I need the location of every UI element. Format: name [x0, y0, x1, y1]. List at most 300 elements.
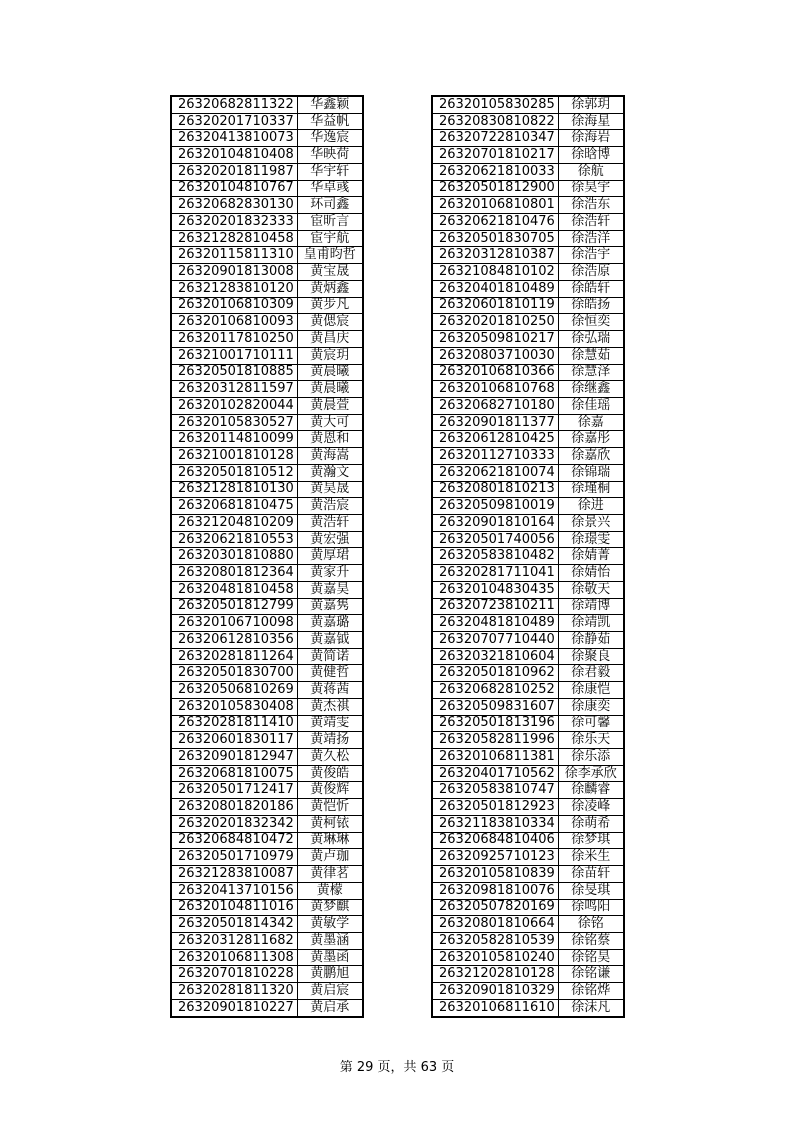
candidate-id-cell: 26321282810458: [171, 230, 297, 247]
candidate-name-cell: 徐嘉彤: [558, 431, 624, 448]
candidate-name-cell: 黄恩和: [297, 431, 363, 448]
table-row: [432, 749, 624, 766]
candidate-name-cell: 宦昕言: [297, 214, 363, 231]
candidate-id-cell: 26320681810475: [171, 498, 297, 515]
table-row: [432, 197, 624, 214]
table-row: [432, 481, 624, 498]
candidate-id-cell: 26320684810472: [171, 832, 297, 849]
candidate-name-cell: 黄浩宸: [297, 498, 363, 515]
candidate-name-cell: 宦宇航: [297, 230, 363, 247]
candidate-name-cell: 华逸宸: [297, 130, 363, 147]
table-row: [432, 381, 624, 398]
candidate-id-cell: 26320582811996: [432, 732, 558, 749]
candidate-id-cell: 26320501810512: [171, 464, 297, 481]
table-row: [432, 615, 624, 632]
candidate-id-cell: 26320112710333: [432, 448, 558, 465]
table-row: [171, 397, 363, 414]
candidate-id-cell: 26320106810309: [171, 297, 297, 314]
candidate-id-cell: 26320803710030: [432, 347, 558, 364]
table-row: [171, 163, 363, 180]
candidate-id-cell: 26320901810227: [171, 999, 297, 1016]
table-row: [171, 849, 363, 866]
table-row: [171, 130, 363, 147]
candidate-id-cell: 26320312811682: [171, 932, 297, 949]
candidate-id-cell: 26320114810099: [171, 431, 297, 448]
candidate-name-cell: 黄蒋茜: [297, 682, 363, 699]
candidate-name-cell: 徐婧菁: [558, 548, 624, 565]
candidate-name-cell: 徐铭蔡: [558, 932, 624, 949]
table-row: [171, 565, 363, 582]
candidate-id-cell: 26320682811322: [171, 96, 297, 113]
candidate-id-cell: 26320413710156: [171, 882, 297, 899]
candidate-name-cell: 徐皓轩: [558, 280, 624, 297]
table-row: [432, 264, 624, 281]
candidate-id-cell: 26321204810209: [171, 514, 297, 531]
candidate-name-cell: 黄墨涵: [297, 932, 363, 949]
candidate-id-cell: 26320509831607: [432, 698, 558, 715]
candidate-name-cell: 黄嘉璐: [297, 615, 363, 632]
table-row: [432, 916, 624, 933]
table-row: [432, 899, 624, 916]
candidate-name-cell: 徐浩洋: [558, 230, 624, 247]
candidate-name-cell: 皇甫昀哲: [297, 247, 363, 264]
table-row: [171, 765, 363, 782]
table-row: [171, 180, 363, 197]
candidate-id-cell: 26320104830435: [432, 581, 558, 598]
candidate-id-cell: 26320501830705: [432, 230, 558, 247]
table-row: [171, 615, 363, 632]
candidate-name-cell: 黄健哲: [297, 665, 363, 682]
candidate-name-cell: 徐米生: [558, 849, 624, 866]
table-row: [171, 983, 363, 1000]
table-row: [171, 632, 363, 649]
table-row: [432, 966, 624, 983]
candidate-name-cell: 徐锦瑞: [558, 464, 624, 481]
table-row: [432, 464, 624, 481]
candidate-name-cell: 黄檬: [297, 882, 363, 899]
candidate-name-cell: 环司鑫: [297, 197, 363, 214]
table-row: [432, 815, 624, 832]
candidate-name-cell: 徐凌峰: [558, 799, 624, 816]
table-row: [171, 999, 363, 1016]
candidate-name-cell: 黄俊皓: [297, 765, 363, 782]
candidate-id-cell: 26320801810213: [432, 481, 558, 498]
candidate-id-cell: 26320201811987: [171, 163, 297, 180]
table-row: [432, 715, 624, 732]
candidate-name-cell: 黄晨萱: [297, 397, 363, 414]
table-row: [432, 431, 624, 448]
candidate-name-cell: 徐静茹: [558, 632, 624, 649]
candidate-id-cell: 26320501812923: [432, 799, 558, 816]
table-row: [171, 414, 363, 431]
candidate-name-cell: 黄琳琳: [297, 832, 363, 849]
candidate-name-cell: 徐铭烨: [558, 983, 624, 1000]
candidate-id-cell: 26320601810119: [432, 297, 558, 314]
candidate-id-cell: 26320501812799: [171, 598, 297, 615]
roster-table-right: [431, 95, 625, 1018]
table-row: [171, 698, 363, 715]
table-row: [432, 866, 624, 883]
candidate-id-cell: 26320106811610: [432, 999, 558, 1016]
candidate-name-cell: 徐可馨: [558, 715, 624, 732]
candidate-id-cell: 26320401810489: [432, 280, 558, 297]
candidate-name-cell: 徐郭玥: [558, 96, 624, 113]
candidate-name-cell: 黄杰祺: [297, 698, 363, 715]
candidate-id-cell: 26320801820186: [171, 799, 297, 816]
candidate-id-cell: 26320621810553: [171, 531, 297, 548]
table-row: [171, 498, 363, 515]
table-row: [432, 732, 624, 749]
table-row: [432, 983, 624, 1000]
candidate-id-cell: 26320106810768: [432, 381, 558, 398]
candidate-name-cell: 徐鸣阳: [558, 899, 624, 916]
candidate-name-cell: 黄昊晟: [297, 481, 363, 498]
candidate-name-cell: 黄宸玥: [297, 347, 363, 364]
candidate-name-cell: 徐铭昊: [558, 949, 624, 966]
candidate-name-cell: 徐航: [558, 163, 624, 180]
candidate-name-cell: 黄久松: [297, 749, 363, 766]
candidate-id-cell: 26320201810250: [432, 314, 558, 331]
candidate-id-cell: 26320312811597: [171, 381, 297, 398]
candidate-name-cell: 徐继鑫: [558, 381, 624, 398]
candidate-id-cell: 26320321810604: [432, 648, 558, 665]
candidate-id-cell: 26320901810164: [432, 514, 558, 531]
candidate-id-cell: 26320501830700: [171, 665, 297, 682]
candidate-name-cell: 黄靖扬: [297, 732, 363, 749]
candidate-name-cell: 徐铭: [558, 916, 624, 933]
candidate-name-cell: 黄瀚文: [297, 464, 363, 481]
candidate-name-cell: 黄简诺: [297, 648, 363, 665]
table-row: [432, 180, 624, 197]
candidate-id-cell: 26321084810102: [432, 264, 558, 281]
candidate-name-cell: 华映荷: [297, 147, 363, 164]
table-row: [171, 247, 363, 264]
table-row: [171, 749, 363, 766]
candidate-id-cell: 26320612810425: [432, 431, 558, 448]
table-row: [432, 280, 624, 297]
table-row: [432, 364, 624, 381]
table-row: [432, 314, 624, 331]
table-row: [432, 598, 624, 615]
table-row: [171, 381, 363, 398]
table-row: [171, 96, 363, 113]
table-row: [171, 431, 363, 448]
table-row: [171, 966, 363, 983]
candidate-id-cell: 26320104810767: [171, 180, 297, 197]
candidate-id-cell: 26320507820169: [432, 899, 558, 916]
candidate-name-cell: 黄宏强: [297, 531, 363, 548]
table-row: [432, 331, 624, 348]
candidate-id-cell: 26320105830527: [171, 414, 297, 431]
table-row: [171, 799, 363, 816]
candidate-id-cell: 26320102820044: [171, 397, 297, 414]
candidate-name-cell: 黄家升: [297, 565, 363, 582]
table-row: [171, 331, 363, 348]
table-row: [171, 832, 363, 849]
table-row: [171, 314, 363, 331]
candidate-name-cell: 徐璟雯: [558, 531, 624, 548]
table-row: [171, 548, 363, 565]
table-row: [432, 698, 624, 715]
table-row: [432, 163, 624, 180]
table-row: [171, 715, 363, 732]
candidate-id-cell: 26320105810240: [432, 949, 558, 966]
candidate-id-cell: 26320106710098: [171, 615, 297, 632]
table-row: [171, 598, 363, 615]
table-row: [171, 297, 363, 314]
candidate-id-cell: 26320583810747: [432, 782, 558, 799]
table-row: [171, 347, 363, 364]
table-row: [432, 665, 624, 682]
page-number-footer: 第 29 页，共 63 页: [339, 1060, 455, 1075]
candidate-id-cell: 26321283810120: [171, 280, 297, 297]
candidate-name-cell: 徐铭谦: [558, 966, 624, 983]
candidate-id-cell: 26320501813196: [432, 715, 558, 732]
candidate-id-cell: 26320201832333: [171, 214, 297, 231]
candidate-name-cell: 徐乐天: [558, 732, 624, 749]
table-row: [171, 481, 363, 498]
candidate-name-cell: 徐浩宇: [558, 247, 624, 264]
candidate-id-cell: 26320682830130: [171, 197, 297, 214]
candidate-name-cell: 黄宝晟: [297, 264, 363, 281]
table-row: [432, 247, 624, 264]
candidate-name-cell: 黄鹏旭: [297, 966, 363, 983]
candidate-name-cell: 徐靖博: [558, 598, 624, 615]
candidate-id-cell: 26320925710123: [432, 849, 558, 866]
candidate-id-cell: 26320106811381: [432, 749, 558, 766]
candidate-id-cell: 26320506810269: [171, 682, 297, 699]
candidate-id-cell: 26320509810019: [432, 498, 558, 515]
candidate-name-cell: 黄梦麒: [297, 899, 363, 916]
candidate-name-cell: 黄步凡: [297, 297, 363, 314]
table-row: [432, 130, 624, 147]
table-row: [171, 899, 363, 916]
candidate-id-cell: 26321183810334: [432, 815, 558, 832]
table-row: [432, 682, 624, 699]
roster-table-left: [170, 95, 364, 1018]
candidate-id-cell: 26320106810801: [432, 197, 558, 214]
candidate-id-cell: 26320707710440: [432, 632, 558, 649]
candidate-name-cell: 徐进: [558, 498, 624, 515]
table-row: [432, 297, 624, 314]
candidate-id-cell: 26320612810356: [171, 632, 297, 649]
candidate-id-cell: 26321281810130: [171, 481, 297, 498]
candidate-name-cell: 黄卢珈: [297, 849, 363, 866]
table-row: [432, 230, 624, 247]
candidate-id-cell: 26320621810033: [432, 163, 558, 180]
candidate-id-cell: 26321202810128: [432, 966, 558, 983]
candidate-name-cell: 黄墨函: [297, 949, 363, 966]
candidate-id-cell: 26320281711041: [432, 565, 558, 582]
table-row: [432, 414, 624, 431]
candidate-id-cell: 26320281811264: [171, 648, 297, 665]
table-row: [171, 949, 363, 966]
candidate-name-cell: 徐婧怡: [558, 565, 624, 582]
candidate-name-cell: 徐沫凡: [558, 999, 624, 1016]
candidate-name-cell: 徐昊宇: [558, 180, 624, 197]
table-row: [171, 648, 363, 665]
candidate-name-cell: 徐佳瑶: [558, 397, 624, 414]
candidate-id-cell: 26320105830408: [171, 698, 297, 715]
candidate-name-cell: 黄嘉昊: [297, 581, 363, 598]
candidate-name-cell: 徐弘瑞: [558, 331, 624, 348]
candidate-id-cell: 26320621810074: [432, 464, 558, 481]
candidate-name-cell: 黄厚珺: [297, 548, 363, 565]
candidate-name-cell: 黄大可: [297, 414, 363, 431]
candidate-id-cell: 26320801812364: [171, 565, 297, 582]
candidate-id-cell: 26320401710562: [432, 765, 558, 782]
candidate-id-cell: 26320681810075: [171, 765, 297, 782]
candidate-id-cell: 26320481810458: [171, 581, 297, 598]
candidate-id-cell: 26320723810211: [432, 598, 558, 615]
candidate-name-cell: 徐聚良: [558, 648, 624, 665]
table-row: [171, 147, 363, 164]
candidate-id-cell: 26320722810347: [432, 130, 558, 147]
candidate-name-cell: 徐康恺: [558, 682, 624, 699]
candidate-id-cell: 26320501710979: [171, 849, 297, 866]
table-row: [432, 632, 624, 649]
candidate-id-cell: 26320901813008: [171, 264, 297, 281]
candidate-name-cell: 黄嘉钺: [297, 632, 363, 649]
candidate-id-cell: 26320583810482: [432, 548, 558, 565]
candidate-id-cell: 26320106811308: [171, 949, 297, 966]
table-row: [171, 214, 363, 231]
candidate-name-cell: 徐乐添: [558, 749, 624, 766]
candidate-id-cell: 26320901811377: [432, 414, 558, 431]
candidate-id-cell: 26320509810217: [432, 331, 558, 348]
candidate-name-cell: 华益帆: [297, 113, 363, 130]
table-row: [432, 882, 624, 899]
candidate-id-cell: 26320115811310: [171, 247, 297, 264]
candidate-id-cell: 26320281811410: [171, 715, 297, 732]
candidate-name-cell: 黄嘉隽: [297, 598, 363, 615]
candidate-name-cell: 徐景兴: [558, 514, 624, 531]
table-row: [432, 765, 624, 782]
candidate-id-cell: 26321283810087: [171, 866, 297, 883]
table-row: [432, 397, 624, 414]
candidate-name-cell: 黄昌庆: [297, 331, 363, 348]
candidate-id-cell: 26320312810387: [432, 247, 558, 264]
table-row: [171, 782, 363, 799]
candidate-id-cell: 26320501740056: [432, 531, 558, 548]
candidate-name-cell: 黄启承: [297, 999, 363, 1016]
candidate-name-cell: 徐慧茹: [558, 347, 624, 364]
candidate-id-cell: 26320413810073: [171, 130, 297, 147]
candidate-name-cell: 华卓彧: [297, 180, 363, 197]
table-row: [432, 448, 624, 465]
candidate-id-cell: 26320105830285: [432, 96, 558, 113]
candidate-id-cell: 26320830810822: [432, 113, 558, 130]
candidate-name-cell: 徐君毅: [558, 665, 624, 682]
candidate-id-cell: 26321001710111: [171, 347, 297, 364]
roster-table-right-body: [432, 96, 624, 1017]
candidate-name-cell: 黄晨曦: [297, 381, 363, 398]
candidate-name-cell: 徐李承欣: [558, 765, 624, 782]
candidate-name-cell: 黄浩轩: [297, 514, 363, 531]
candidate-id-cell: 26320682710180: [432, 397, 558, 414]
table-row: [171, 264, 363, 281]
candidate-id-cell: 26320501814342: [171, 916, 297, 933]
candidate-name-cell: 华宇轩: [297, 163, 363, 180]
candidate-name-cell: 徐海岩: [558, 130, 624, 147]
candidate-id-cell: 26320682810252: [432, 682, 558, 699]
table-row: [171, 732, 363, 749]
table-row: [432, 214, 624, 231]
candidate-id-cell: 26320601830117: [171, 732, 297, 749]
table-row: [171, 113, 363, 130]
table-row: [171, 665, 363, 682]
roster-table-left-body: [171, 96, 363, 1017]
table-row: [432, 581, 624, 598]
candidate-id-cell: 26320281811320: [171, 983, 297, 1000]
candidate-name-cell: 徐敬天: [558, 581, 624, 598]
table-row: [432, 548, 624, 565]
candidate-id-cell: 26320621810476: [432, 214, 558, 231]
candidate-id-cell: 26320105810839: [432, 866, 558, 883]
table-row: [432, 147, 624, 164]
candidate-name-cell: 黄靖雯: [297, 715, 363, 732]
table-row: [171, 531, 363, 548]
table-row: [432, 565, 624, 582]
candidate-id-cell: 26320501812900: [432, 180, 558, 197]
candidate-name-cell: 华鑫颖: [297, 96, 363, 113]
table-row: [171, 882, 363, 899]
candidate-name-cell: 徐慧泽: [558, 364, 624, 381]
table-row: [432, 498, 624, 515]
candidate-id-cell: 26320981810076: [432, 882, 558, 899]
candidate-name-cell: 徐晗博: [558, 147, 624, 164]
candidate-name-cell: 黄敏学: [297, 916, 363, 933]
candidate-name-cell: 黄启宸: [297, 983, 363, 1000]
table-row: [171, 514, 363, 531]
table-row: [171, 815, 363, 832]
table-row: [171, 932, 363, 949]
candidate-id-cell: 26320501810962: [432, 665, 558, 682]
table-row: [171, 866, 363, 883]
candidate-name-cell: 黄海嵩: [297, 448, 363, 465]
candidate-name-cell: 徐浩原: [558, 264, 624, 281]
candidate-id-cell: 26320106810366: [432, 364, 558, 381]
table-row: [171, 197, 363, 214]
candidate-id-cell: 26320201710337: [171, 113, 297, 130]
table-row: [171, 682, 363, 699]
candidate-id-cell: 26320201832342: [171, 815, 297, 832]
candidate-id-cell: 26320481810489: [432, 615, 558, 632]
table-row: [432, 531, 624, 548]
candidate-name-cell: 徐恒奕: [558, 314, 624, 331]
candidate-name-cell: 徐皓扬: [558, 297, 624, 314]
candidate-id-cell: 26320901810329: [432, 983, 558, 1000]
candidate-name-cell: 黄恺忻: [297, 799, 363, 816]
table-row: [432, 347, 624, 364]
table-row: [171, 230, 363, 247]
candidate-name-cell: 徐麟睿: [558, 782, 624, 799]
candidate-name-cell: 徐旻琪: [558, 882, 624, 899]
candidate-name-cell: 徐苗轩: [558, 866, 624, 883]
candidate-name-cell: 黄柯铱: [297, 815, 363, 832]
table-row: [171, 581, 363, 598]
candidate-id-cell: 26320301810880: [171, 548, 297, 565]
table-row: [171, 464, 363, 481]
candidate-id-cell: 26320104810408: [171, 147, 297, 164]
candidate-name-cell: 徐瑾桐: [558, 481, 624, 498]
candidate-id-cell: 26320701810228: [171, 966, 297, 983]
table-row: [171, 280, 363, 297]
table-row: [432, 949, 624, 966]
table-row: [432, 113, 624, 130]
table-row: [432, 648, 624, 665]
table-row: [432, 932, 624, 949]
